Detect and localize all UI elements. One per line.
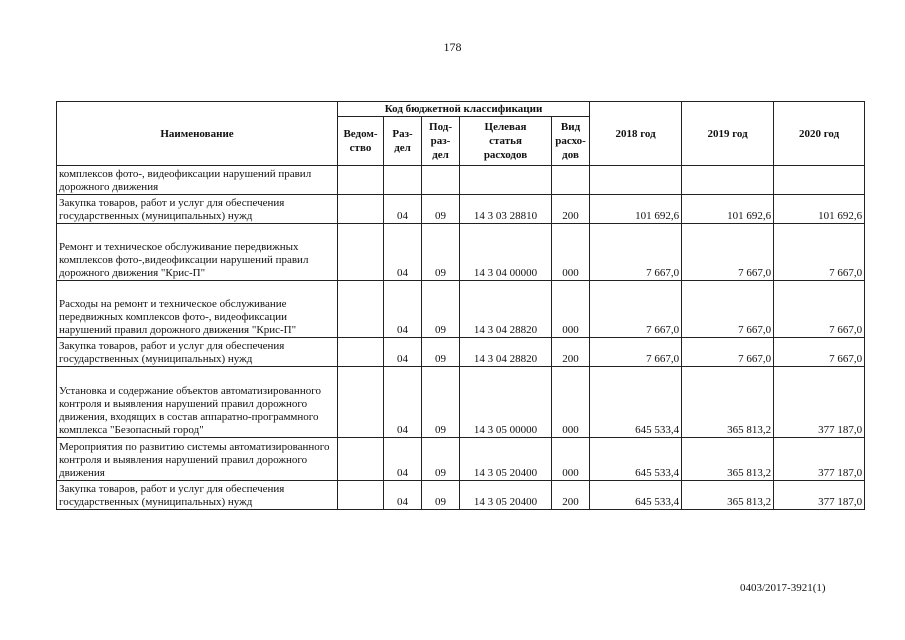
header-2018: 2018 год — [590, 102, 682, 166]
row-name: комплексов фото-, видеофиксации нарушений правил дорожного движения — [57, 166, 338, 195]
row-department — [338, 166, 384, 195]
row-target: 14 3 05 00000 — [460, 367, 552, 438]
row-target — [460, 166, 552, 195]
row-section — [384, 166, 422, 195]
header-2019: 2019 год — [682, 102, 774, 166]
row-section: 04 — [384, 481, 422, 510]
row-section: 04 — [384, 195, 422, 224]
row-department — [338, 367, 384, 438]
row-2018: 7 667,0 — [590, 224, 682, 281]
row-name: Расходы на ремонт и техническое обслуживание передвижных комплексов фото-, видеофиксации нарушений правил дорожного движения "Крис-П" — [57, 281, 338, 338]
table-row — [57, 367, 865, 438]
table-row — [57, 281, 865, 338]
row-2018: 101 692,6 — [590, 195, 682, 224]
row-type: 000 — [552, 224, 590, 281]
row-2019: 101 692,6 — [682, 195, 774, 224]
table-row — [57, 438, 865, 481]
row-2019: 365 813,2 — [682, 367, 774, 438]
row-2019: 365 813,2 — [682, 481, 774, 510]
table-row — [57, 338, 865, 367]
row-target: 14 3 04 28820 — [460, 281, 552, 338]
row-2020: 101 692,6 — [774, 195, 865, 224]
header-name: Наименование — [57, 102, 338, 166]
table-row — [57, 224, 865, 281]
table-row — [57, 166, 865, 195]
row-target: 14 3 05 20400 — [460, 481, 552, 510]
row-2018: 645 533,4 — [590, 367, 682, 438]
header-subsection: Под- раз- дел — [422, 117, 460, 166]
row-name: Ремонт и техническое обслуживание передвижных комплексов фото-,видеофиксации нарушений правил дорожного движения "Крис-П" — [57, 224, 338, 281]
table-row — [57, 481, 865, 510]
row-type: 200 — [552, 338, 590, 367]
row-2018 — [590, 166, 682, 195]
budget-table — [56, 101, 865, 510]
row-section: 04 — [384, 281, 422, 338]
row-target: 14 3 04 00000 — [460, 224, 552, 281]
row-subsection: 09 — [422, 481, 460, 510]
page-number: 178 — [443, 40, 462, 54]
row-2020: 377 187,0 — [774, 438, 865, 481]
header-expense-type: Вид расхо- дов — [552, 117, 590, 166]
row-department — [338, 481, 384, 510]
row-subsection: 09 — [422, 438, 460, 481]
row-subsection: 09 — [422, 281, 460, 338]
row-2020: 377 187,0 — [774, 367, 865, 438]
row-2020 — [774, 166, 865, 195]
header-code-group: Код бюджетной классификации — [338, 102, 590, 117]
row-target: 14 3 05 20400 — [460, 438, 552, 481]
row-subsection — [422, 166, 460, 195]
header-department: Ведом- ство — [338, 117, 384, 166]
row-subsection: 09 — [422, 367, 460, 438]
row-2018: 645 533,4 — [590, 481, 682, 510]
row-2019: 365 813,2 — [682, 438, 774, 481]
row-section: 04 — [384, 438, 422, 481]
row-name: Закупка товаров, работ и услуг для обеспечения государственных (муниципальных) нужд — [57, 195, 338, 224]
row-section: 04 — [384, 224, 422, 281]
header-target-article: Целевая статья расходов — [460, 117, 552, 166]
row-department — [338, 281, 384, 338]
row-2019: 7 667,0 — [682, 338, 774, 367]
header-2020: 2020 год — [774, 102, 865, 166]
document-code: 0403/2017-3921(1) — [740, 582, 826, 594]
row-name: Закупка товаров, работ и услуг для обеспечения государственных (муниципальных) нужд — [57, 481, 338, 510]
row-type: 200 — [552, 481, 590, 510]
row-2020: 7 667,0 — [774, 338, 865, 367]
row-2018: 7 667,0 — [590, 338, 682, 367]
table-row — [57, 195, 865, 224]
row-2020: 377 187,0 — [774, 481, 865, 510]
row-type: 000 — [552, 438, 590, 481]
row-type — [552, 166, 590, 195]
row-department — [338, 224, 384, 281]
row-department — [338, 438, 384, 481]
row-subsection: 09 — [422, 224, 460, 281]
row-2019: 7 667,0 — [682, 224, 774, 281]
row-name: Мероприятия по развитию системы автоматизированного контроля и выявления нарушений правил дорожного движения — [57, 438, 338, 481]
row-subsection: 09 — [422, 195, 460, 224]
row-subsection: 09 — [422, 338, 460, 367]
row-section: 04 — [384, 367, 422, 438]
row-section: 04 — [384, 338, 422, 367]
header-section: Раз- дел — [384, 117, 422, 166]
row-2019 — [682, 166, 774, 195]
row-name: Установка и содержание объектов автоматизированного контроля и выявления нарушений правил дорожного движения, входящих в состав аппаратно-программного комплекса "Безопасный город" — [57, 367, 338, 438]
row-department — [338, 195, 384, 224]
row-2020: 7 667,0 — [774, 281, 865, 338]
row-department — [338, 338, 384, 367]
row-type: 000 — [552, 367, 590, 438]
row-2019: 7 667,0 — [682, 281, 774, 338]
row-2018: 645 533,4 — [590, 438, 682, 481]
row-target: 14 3 03 28810 — [460, 195, 552, 224]
row-type: 200 — [552, 195, 590, 224]
row-type: 000 — [552, 281, 590, 338]
row-2020: 7 667,0 — [774, 224, 865, 281]
row-name: Закупка товаров, работ и услуг для обеспечения государственных (муниципальных) нужд — [57, 338, 338, 367]
row-target: 14 3 04 28820 — [460, 338, 552, 367]
row-2018: 7 667,0 — [590, 281, 682, 338]
